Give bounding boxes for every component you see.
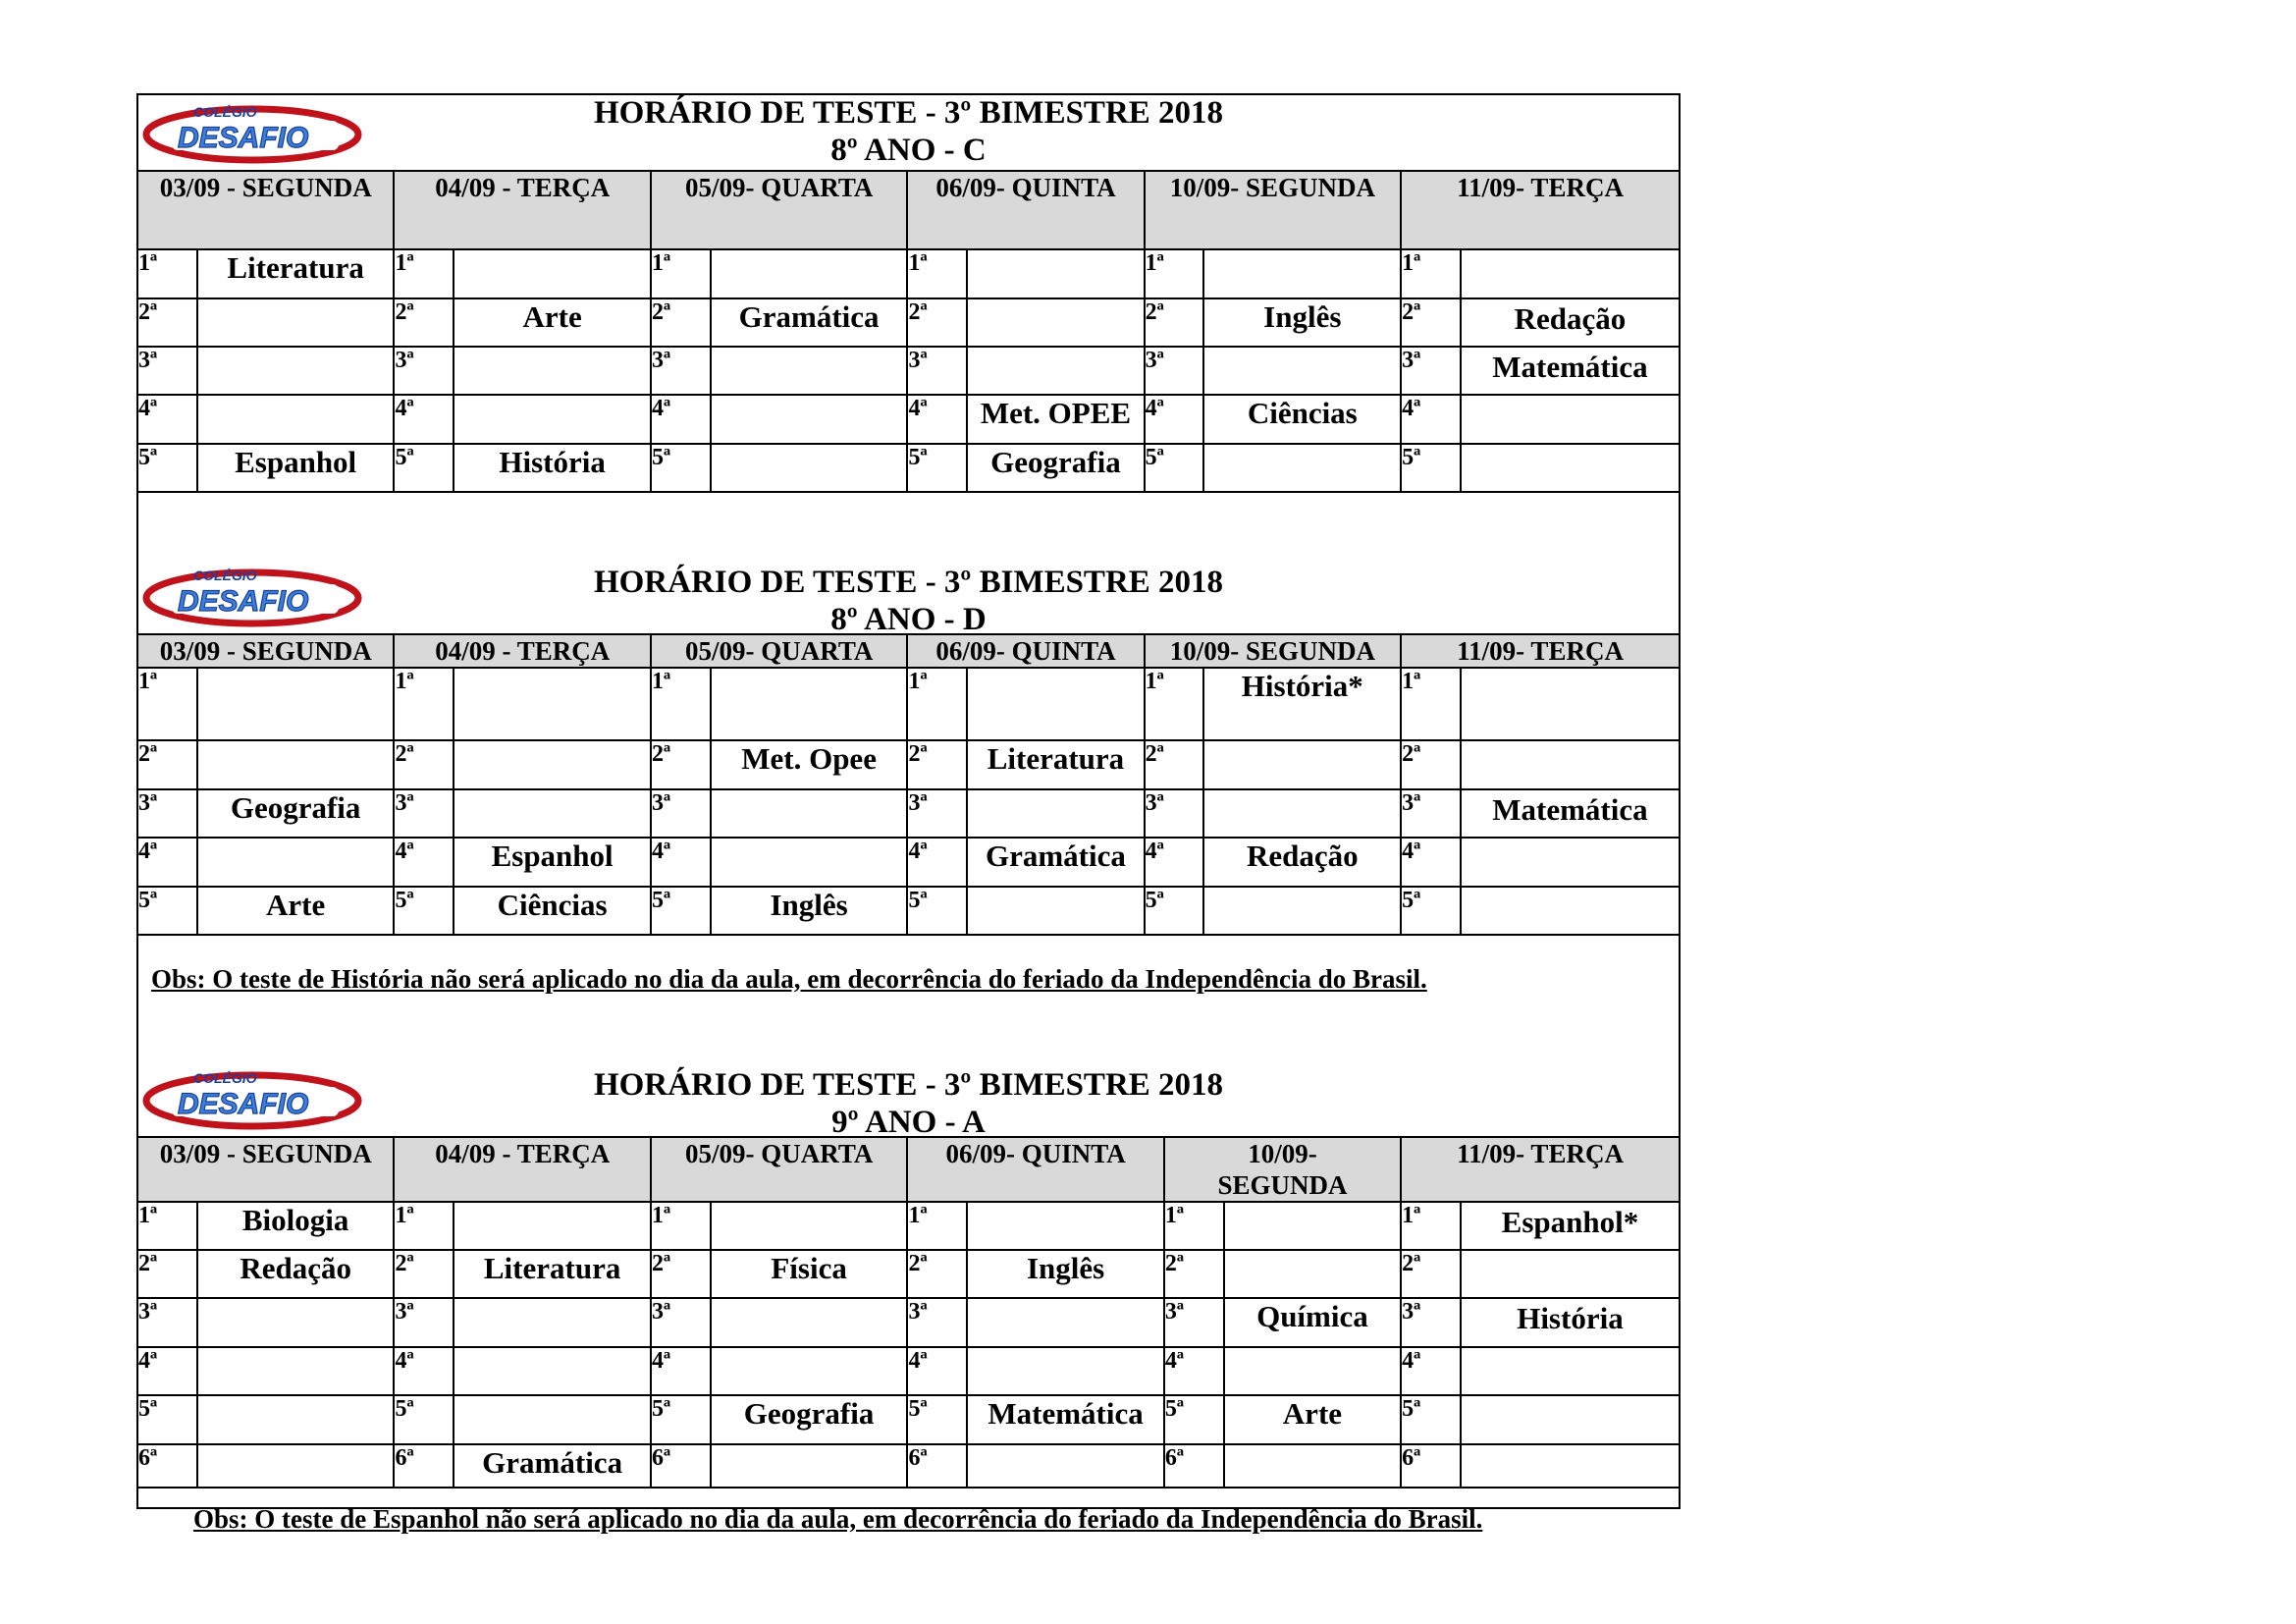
period-number: 5ª — [651, 887, 711, 935]
period-number: 5ª — [137, 887, 197, 935]
period-number: 4ª — [1401, 1347, 1461, 1395]
subject-cell: Met. OPEE — [967, 395, 1144, 444]
period-number: 4ª — [907, 1347, 967, 1395]
subject-cell: História — [454, 444, 651, 492]
day-header: 03/09 - SEGUNDA — [137, 634, 394, 668]
subject-cell — [1461, 887, 1680, 935]
period-number: 4ª — [1164, 1347, 1224, 1395]
day-header: 10/09- SEGUNDA — [1145, 171, 1401, 249]
section-header — [136, 93, 1681, 170]
subject-cell: Geografia — [197, 789, 395, 838]
svg-text:COLÉGIO: COLÉGIO — [193, 104, 257, 120]
subject-cell: Geografia — [967, 444, 1144, 492]
period-row — [137, 395, 1680, 444]
period-number: 1ª — [1164, 1202, 1224, 1250]
subject-cell — [711, 1298, 908, 1347]
schedule-table — [136, 1136, 1681, 1489]
period-number: 4ª — [1145, 395, 1204, 444]
period-number: 1ª — [651, 668, 711, 740]
period-number: 4ª — [137, 395, 197, 444]
subject-cell: Arte — [454, 298, 651, 347]
subject-cell — [454, 395, 651, 444]
period-number: 4ª — [907, 395, 967, 444]
period-number: 1ª — [394, 249, 454, 298]
period-number: 2ª — [1401, 298, 1461, 347]
period-number: 2ª — [907, 298, 967, 347]
subject-cell — [1461, 1250, 1680, 1298]
period-number: 3ª — [1401, 1298, 1461, 1347]
period-number: 1ª — [137, 249, 197, 298]
period-number: 1ª — [1401, 668, 1461, 740]
subject-cell — [711, 444, 908, 492]
period-number: 5ª — [1401, 444, 1461, 492]
period-number: 1ª — [394, 1202, 454, 1250]
period-number: 3ª — [651, 789, 711, 838]
period-number: 3ª — [394, 1298, 454, 1347]
svg-text:COLÉGIO: COLÉGIO — [193, 568, 257, 583]
title-line: HORÁRIO DE TESTE - 3º BIMESTRE 2018 — [593, 565, 1224, 600]
period-number: 2ª — [394, 298, 454, 347]
period-number: 1ª — [907, 1202, 967, 1250]
subject-cell: Física — [711, 1250, 908, 1298]
period-row — [137, 249, 1680, 298]
subject-cell: História — [1461, 1298, 1680, 1347]
subject-cell — [711, 1444, 908, 1488]
day-header: 03/09 - SEGUNDA — [137, 1137, 394, 1202]
subject-cell: Arte — [1224, 1395, 1401, 1444]
subject-cell — [967, 1347, 1164, 1395]
period-row — [137, 298, 1680, 347]
day-header: 06/09- QUINTA — [907, 1137, 1163, 1202]
period-number: 1ª — [137, 1202, 197, 1250]
period-number: 3ª — [651, 347, 711, 395]
subject-cell: Arte — [197, 887, 395, 935]
period-row — [137, 444, 1680, 492]
period-row — [137, 1202, 1680, 1250]
svg-text:DESAFIO: DESAFIO — [178, 585, 309, 618]
subject-cell — [967, 789, 1144, 838]
period-number: 5ª — [137, 444, 197, 492]
period-number: 2ª — [651, 1250, 711, 1298]
period-number: 3ª — [137, 347, 197, 395]
period-number: 4ª — [651, 838, 711, 887]
day-header: 05/09- QUARTA — [651, 634, 907, 668]
period-number: 5ª — [907, 444, 967, 492]
period-number: 2ª — [1401, 1250, 1461, 1298]
subject-cell — [197, 1395, 395, 1444]
subject-cell — [454, 347, 651, 395]
period-number: 3ª — [1145, 347, 1204, 395]
subject-cell — [711, 1347, 908, 1395]
subject-cell: Matemática — [1461, 347, 1680, 395]
subject-cell: Biologia — [197, 1202, 395, 1250]
period-number: 5ª — [651, 1395, 711, 1444]
period-number: 1ª — [907, 668, 967, 740]
period-number: 5ª — [394, 444, 454, 492]
period-number: 5ª — [394, 887, 454, 935]
subject-cell: Gramática — [711, 298, 908, 347]
subject-cell: Met. Opee — [711, 740, 908, 789]
period-row — [137, 1347, 1680, 1395]
period-row — [137, 838, 1680, 887]
subject-cell — [1461, 740, 1680, 789]
subject-cell: Literatura — [454, 1250, 651, 1298]
period-row — [137, 347, 1680, 395]
period-number: 4ª — [394, 395, 454, 444]
period-number: 2ª — [651, 740, 711, 789]
subject-cell — [967, 249, 1144, 298]
subject-cell — [454, 789, 651, 838]
subject-cell — [711, 838, 908, 887]
period-number: 2ª — [1145, 298, 1204, 347]
subject-cell — [197, 1444, 395, 1488]
subject-cell: Inglês — [711, 887, 908, 935]
period-number: 3ª — [907, 1298, 967, 1347]
section-title — [136, 1066, 1681, 1141]
period-number: 2ª — [1145, 740, 1204, 789]
day-header: 11/09- TERÇA — [1401, 171, 1680, 249]
day-header: 04/09 - TERÇA — [394, 634, 650, 668]
period-row — [137, 1250, 1680, 1298]
day-header: 04/09 - TERÇA — [394, 1137, 650, 1202]
period-number: 2ª — [907, 1250, 967, 1298]
subject-cell — [197, 347, 395, 395]
period-number: 5ª — [137, 1395, 197, 1444]
subject-cell — [1203, 249, 1401, 298]
subject-cell — [967, 1444, 1164, 1488]
period-number: 1ª — [651, 1202, 711, 1250]
period-number: 4ª — [1401, 395, 1461, 444]
subject-cell — [1461, 444, 1680, 492]
period-number: 3ª — [907, 347, 967, 395]
class-line: 9º ANO - A — [831, 1105, 986, 1140]
period-number: 3ª — [137, 1298, 197, 1347]
period-number: 1ª — [1145, 249, 1204, 298]
subject-cell — [197, 1298, 395, 1347]
period-number: 1ª — [1401, 249, 1461, 298]
period-row — [137, 1395, 1680, 1444]
subject-cell — [967, 1298, 1164, 1347]
subject-cell — [454, 249, 651, 298]
subject-cell: Espanhol — [454, 838, 651, 887]
subject-cell — [1461, 395, 1680, 444]
day-header: 05/09- QUARTA — [651, 171, 907, 249]
period-number: 2ª — [394, 740, 454, 789]
period-number: 2ª — [137, 740, 197, 789]
subject-cell: Inglês — [1203, 298, 1401, 347]
period-number: 6ª — [907, 1444, 967, 1488]
section-header — [136, 1059, 1681, 1140]
period-row — [137, 1298, 1680, 1347]
schedule-section-9a — [136, 1059, 1681, 1489]
period-number: 3ª — [1401, 347, 1461, 395]
period-row — [137, 1444, 1680, 1488]
day-header: 10/09- SEGUNDA — [1145, 634, 1401, 668]
subject-cell — [967, 347, 1144, 395]
period-number: 1ª — [907, 249, 967, 298]
day-header-row — [137, 634, 1680, 668]
subject-cell — [454, 1347, 651, 1395]
period-number: 1ª — [651, 249, 711, 298]
section-title — [136, 564, 1681, 638]
subject-cell — [197, 1347, 395, 1395]
period-row — [137, 740, 1680, 789]
subject-cell: Ciências — [454, 887, 651, 935]
section-title — [136, 94, 1681, 169]
period-number: 4ª — [907, 838, 967, 887]
day-header: 10/09- SEGUNDA — [1164, 1137, 1401, 1202]
period-number: 3ª — [394, 347, 454, 395]
subject-cell — [711, 395, 908, 444]
subject-cell — [1461, 1347, 1680, 1395]
period-number: 2ª — [1164, 1250, 1224, 1298]
period-number: 3ª — [1401, 789, 1461, 838]
subject-cell: Gramática — [967, 838, 1144, 887]
observation-note: Obs: O teste de Espanhol não será aplicado no dia da aula, em decorrência do feriado da Independência do Brasil. — [193, 1504, 1483, 1534]
period-number: 1ª — [1145, 668, 1204, 740]
subject-cell — [197, 395, 395, 444]
svg-text:DESAFIO: DESAFIO — [178, 122, 309, 154]
subject-cell — [454, 1298, 651, 1347]
subject-cell — [1224, 1444, 1401, 1488]
period-number: 2ª — [137, 298, 197, 347]
period-number: 5ª — [907, 887, 967, 935]
subject-cell — [711, 1202, 908, 1250]
period-number: 2ª — [137, 1250, 197, 1298]
period-number: 3ª — [651, 1298, 711, 1347]
period-number: 4ª — [137, 838, 197, 887]
period-number: 3ª — [1145, 789, 1204, 838]
subject-cell — [1203, 789, 1401, 838]
day-header: 11/09- TERÇA — [1401, 1137, 1680, 1202]
period-number: 5ª — [394, 1395, 454, 1444]
title-line: HORÁRIO DE TESTE - 3º BIMESTRE 2018 — [593, 1067, 1224, 1103]
period-number: 1ª — [1401, 1202, 1461, 1250]
svg-text:DESAFIO: DESAFIO — [178, 1088, 309, 1120]
subject-cell: Gramática — [454, 1444, 651, 1488]
period-number: 5ª — [1401, 887, 1461, 935]
period-row — [137, 887, 1680, 935]
period-number: 4ª — [394, 838, 454, 887]
subject-cell — [1224, 1250, 1401, 1298]
subject-cell — [1203, 347, 1401, 395]
period-number: 3ª — [137, 789, 197, 838]
subject-cell: Literatura — [197, 249, 395, 298]
subject-cell: Matemática — [967, 1395, 1164, 1444]
subject-cell: Química — [1224, 1298, 1401, 1347]
subject-cell: Inglês — [967, 1250, 1164, 1298]
subject-cell — [454, 1395, 651, 1444]
subject-cell: Ciências — [1203, 395, 1401, 444]
subject-cell — [1203, 887, 1401, 935]
subject-cell — [967, 668, 1144, 740]
subject-cell: Redação — [1461, 298, 1680, 347]
svg-text:COLÉGIO: COLÉGIO — [193, 1070, 257, 1086]
period-number: 5ª — [1164, 1395, 1224, 1444]
period-number: 2ª — [394, 1250, 454, 1298]
day-header: 05/09- QUARTA — [651, 1137, 907, 1202]
day-header: 06/09- QUINTA — [907, 634, 1144, 668]
period-number: 2ª — [651, 298, 711, 347]
period-number: 3ª — [907, 789, 967, 838]
day-header: 04/09 - TERÇA — [394, 171, 650, 249]
subject-cell — [1461, 838, 1680, 887]
period-number: 5ª — [651, 444, 711, 492]
subject-cell — [711, 249, 908, 298]
subject-cell: Redação — [1203, 838, 1401, 887]
schedule-table — [136, 170, 1681, 493]
day-header-row — [137, 171, 1680, 249]
subject-cell — [967, 298, 1144, 347]
subject-cell — [967, 1202, 1164, 1250]
period-number: 4ª — [394, 1347, 454, 1395]
period-number: 2ª — [907, 740, 967, 789]
period-number: 6ª — [1164, 1444, 1224, 1488]
observation-note: Obs: O teste de História não será aplicado no dia da aula, em decorrência do feriado da Independência do Brasil. — [151, 964, 1427, 994]
period-number: 6ª — [1401, 1444, 1461, 1488]
subject-cell — [197, 740, 395, 789]
period-number: 4ª — [1401, 838, 1461, 887]
period-number: 1ª — [137, 668, 197, 740]
subject-cell: História* — [1203, 668, 1401, 740]
period-number: 3ª — [394, 789, 454, 838]
subject-cell — [967, 887, 1144, 935]
period-number: 1ª — [394, 668, 454, 740]
period-number: 6ª — [394, 1444, 454, 1488]
schedule-section-8d — [136, 557, 1681, 936]
subject-cell — [1203, 740, 1401, 789]
period-number: 4ª — [651, 1347, 711, 1395]
period-number: 6ª — [651, 1444, 711, 1488]
period-number: 5ª — [1145, 887, 1204, 935]
subject-cell — [711, 789, 908, 838]
subject-cell — [1461, 668, 1680, 740]
title-line: HORÁRIO DE TESTE - 3º BIMESTRE 2018 — [593, 95, 1224, 131]
period-number: 4ª — [1145, 838, 1204, 887]
subject-cell: Matemática — [1461, 789, 1680, 838]
subject-cell: Espanhol — [197, 444, 395, 492]
class-line: 8º ANO - D — [830, 602, 987, 637]
day-header: 03/09 - SEGUNDA — [137, 171, 394, 249]
period-row — [137, 668, 1680, 740]
period-number: 4ª — [651, 395, 711, 444]
subject-cell — [197, 668, 395, 740]
period-number: 6ª — [137, 1444, 197, 1488]
section-header — [136, 557, 1681, 637]
schedule-section-8c — [136, 93, 1681, 493]
period-number: 3ª — [1164, 1298, 1224, 1347]
period-number: 2ª — [1401, 740, 1461, 789]
subject-cell: Literatura — [967, 740, 1144, 789]
period-number: 5ª — [907, 1395, 967, 1444]
subject-cell: Espanhol* — [1461, 1202, 1680, 1250]
subject-cell: Redação — [197, 1250, 395, 1298]
subject-cell — [1224, 1347, 1401, 1395]
subject-cell — [454, 1202, 651, 1250]
subject-cell — [454, 740, 651, 789]
day-header: 06/09- QUINTA — [907, 171, 1144, 249]
subject-cell — [1461, 1444, 1680, 1488]
subject-cell — [711, 347, 908, 395]
period-number: 5ª — [1401, 1395, 1461, 1444]
subject-cell — [197, 838, 395, 887]
subject-cell — [1224, 1202, 1401, 1250]
subject-cell — [197, 298, 395, 347]
period-row — [137, 789, 1680, 838]
subject-cell — [1461, 249, 1680, 298]
class-line: 8º ANO - C — [830, 133, 987, 168]
subject-cell — [1203, 444, 1401, 492]
subject-cell — [1461, 1395, 1680, 1444]
subject-cell: Geografia — [711, 1395, 908, 1444]
schedule-table — [136, 633, 1681, 936]
day-header-row — [137, 1137, 1680, 1202]
day-header: 11/09- TERÇA — [1401, 634, 1680, 668]
period-number: 4ª — [137, 1347, 197, 1395]
subject-cell — [454, 668, 651, 740]
subject-cell — [711, 668, 908, 740]
period-number: 5ª — [1145, 444, 1204, 492]
